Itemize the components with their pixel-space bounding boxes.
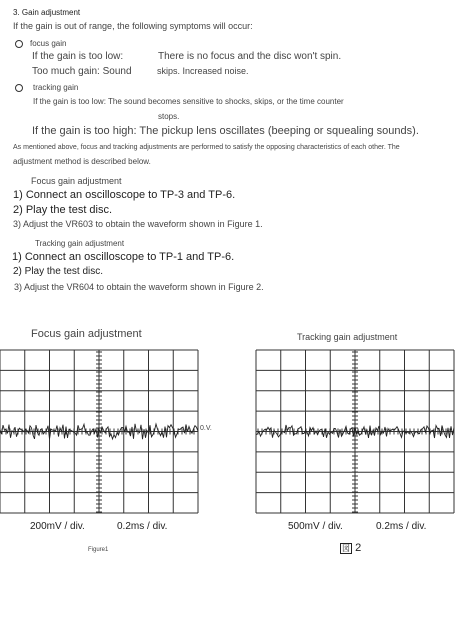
focus-gain-label: focus gain	[30, 39, 67, 48]
figure1-title: Focus gain adjustment	[31, 328, 142, 340]
figure2-title: Tracking gain adjustment	[297, 332, 398, 342]
figure2-caption-glyph: 図	[342, 544, 350, 553]
note-line-1: As mentioned above, focus and tracking adjustments are performed to satisfy the opposing characteristics of each other. The	[13, 144, 400, 151]
tracking-too-high-text: If the gain is too high: The pickup lens oscillates (beeping or squealing sounds).	[32, 125, 419, 137]
figure1-volts-per-div: 200mV / div.	[30, 521, 85, 532]
tracking-gain-bullet-icon	[15, 84, 23, 92]
section-title: 3. Gain adjustment	[13, 8, 81, 17]
tracking-too-low-text: If the gain is too low: The sound becomes sensitive to shocks, skips, or the time counter	[33, 97, 344, 106]
figure2-time-per-div: 0.2ms / div.	[376, 521, 427, 532]
tracking-too-low-cont: stops.	[158, 112, 180, 121]
focus-too-low-text: There is no focus and the disc won't spin.	[158, 51, 342, 62]
figure1-caption: Figure1	[88, 547, 109, 553]
figure2-caption-num: 2	[355, 542, 362, 554]
figure2-caption	[340, 543, 361, 554]
focus-too-much-label: Too much gain: Sound	[32, 66, 132, 77]
figure1-oscilloscope-screen	[0, 350, 198, 513]
tracking-procedure-heading: Tracking gain adjustment	[35, 239, 125, 248]
figure2-oscilloscope-screen	[256, 350, 454, 513]
note-line-2: adjustment method is described below.	[13, 157, 151, 166]
focus-step-1: 1) Connect an oscilloscope to TP-3 and TP-6.	[13, 189, 236, 201]
tracking-gain-label: tracking gain	[33, 83, 79, 92]
focus-step-3: 3) Adjust the VR603 to obtain the waveform shown in Figure 1.	[13, 219, 263, 229]
tracking-step-1: 1) Connect an oscilloscope to TP-1 and TP-6.	[12, 251, 235, 263]
focus-gain-bullet-icon	[15, 40, 23, 48]
focus-step-2: 2) Play the test disc.	[13, 204, 113, 216]
figure1-zero-label: 0.V.	[200, 425, 212, 432]
tracking-step-3: 3) Adjust the VR604 to obtain the waveform shown in Figure 2.	[14, 282, 264, 292]
tracking-step-2: 2) Play the test disc.	[13, 266, 104, 277]
focus-too-low-label: If the gain is too low:	[32, 51, 124, 62]
figure2-volts-per-div: 500mV / div.	[288, 521, 343, 532]
figure1-time-per-div: 0.2ms / div.	[117, 521, 168, 532]
focus-too-much-text: skips. Increased noise.	[157, 66, 249, 76]
focus-procedure-heading: Focus gain adjustment	[31, 176, 122, 186]
intro-text: If the gain is out of range, the following symptoms will occur:	[13, 21, 253, 31]
